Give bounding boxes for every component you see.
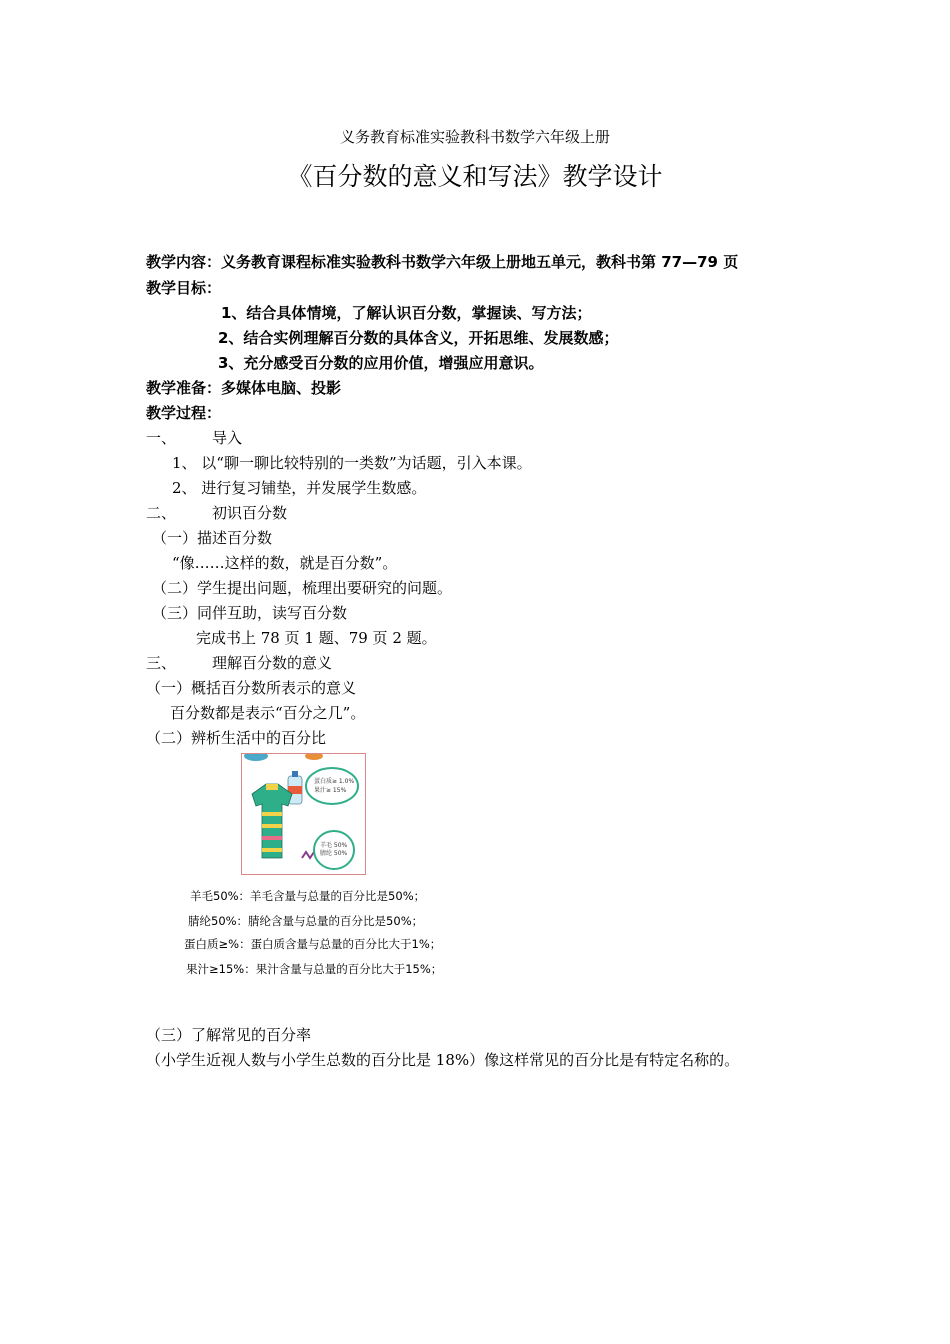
goal-item: 3、充分感受百分数的应用价值，增强应用意识。 — [218, 354, 544, 372]
bubble-wool: 羊毛 50% — [320, 842, 348, 849]
paragraph: 百分数都是表示“百分之几”。 — [170, 704, 366, 722]
section-number: 三、 — [146, 654, 177, 672]
sweater-bottle-illustration — [241, 753, 366, 875]
subsection-heading: （一）描述百分数 — [152, 529, 273, 547]
paragraph: “像……这样的数，就是百分数”。 — [172, 554, 398, 572]
goal-item: 2、结合实例理解百分数的具体含义，开拓思维、发展数感； — [218, 329, 619, 347]
section-number: 二、 — [146, 504, 177, 522]
paragraph: 完成书上 78 页 1 题、79 页 2 题。 — [196, 629, 437, 647]
note-line: 羊毛50%：羊毛含量与总量的百分比是50%； — [190, 889, 426, 903]
process-label: 教学过程： — [146, 404, 222, 422]
subsection-heading: （三）同伴互助，读写百分数 — [152, 604, 348, 622]
bubble-acrylic: 腈纶 50% — [320, 850, 348, 857]
subsection-heading: （二）辨析生活中的百分比 — [146, 729, 327, 747]
section-number: 一、 — [146, 429, 177, 447]
section-title: 初识百分数 — [212, 504, 288, 522]
document-subtitle: 义务教育标准实验教科书数学六年级上册 — [339, 128, 610, 146]
section-title: 理解百分数的意义 — [212, 654, 333, 672]
goal-item: 1、结合具体情境，了解认识百分数，掌握读、写方法； — [221, 304, 592, 322]
note-line: 蛋白质≥%：蛋白质含量与总量的百分比大于1%； — [184, 937, 442, 951]
list-item: 2、 进行复习铺垫，并发展学生数感。 — [172, 479, 427, 497]
teaching-prep: 教学准备：多媒体电脑、投影 — [146, 379, 342, 397]
list-item: 1、 以“聊一聊比较特别的一类数”为话题，引入本课。 — [172, 454, 532, 472]
note-line: 腈纶50%：腈纶含量与总量的百分比是50%； — [188, 914, 424, 928]
bubble-protein: 蛋白质≥ 1.0% — [314, 778, 355, 785]
subsection-heading: （三）了解常见的百分率 — [146, 1026, 312, 1044]
subsection-heading: （一）概括百分数所表示的意义 — [146, 679, 357, 697]
document-title: 《百分数的意义和写法》教学设计 — [287, 162, 663, 191]
teaching-content: 教学内容：义务教育课程标准实验教科书数学六年级上册地五单元，教科书第 77—79 页 — [146, 253, 739, 271]
subsection-heading: （二）学生提出问题，梳理出要研究的问题。 — [152, 579, 453, 597]
bubble-juice: 果汁≥ 15% — [314, 787, 347, 794]
paragraph: （小学生近视人数与小学生总数的百分比是 18%）像这样常见的百分比是有特定名称的。 — [146, 1051, 740, 1069]
note-line: 果汁≥15%：果汁含量与总量的百分比大于15%； — [186, 962, 443, 976]
goals-label: 教学目标： — [146, 279, 222, 297]
section-title: 导入 — [212, 429, 243, 447]
